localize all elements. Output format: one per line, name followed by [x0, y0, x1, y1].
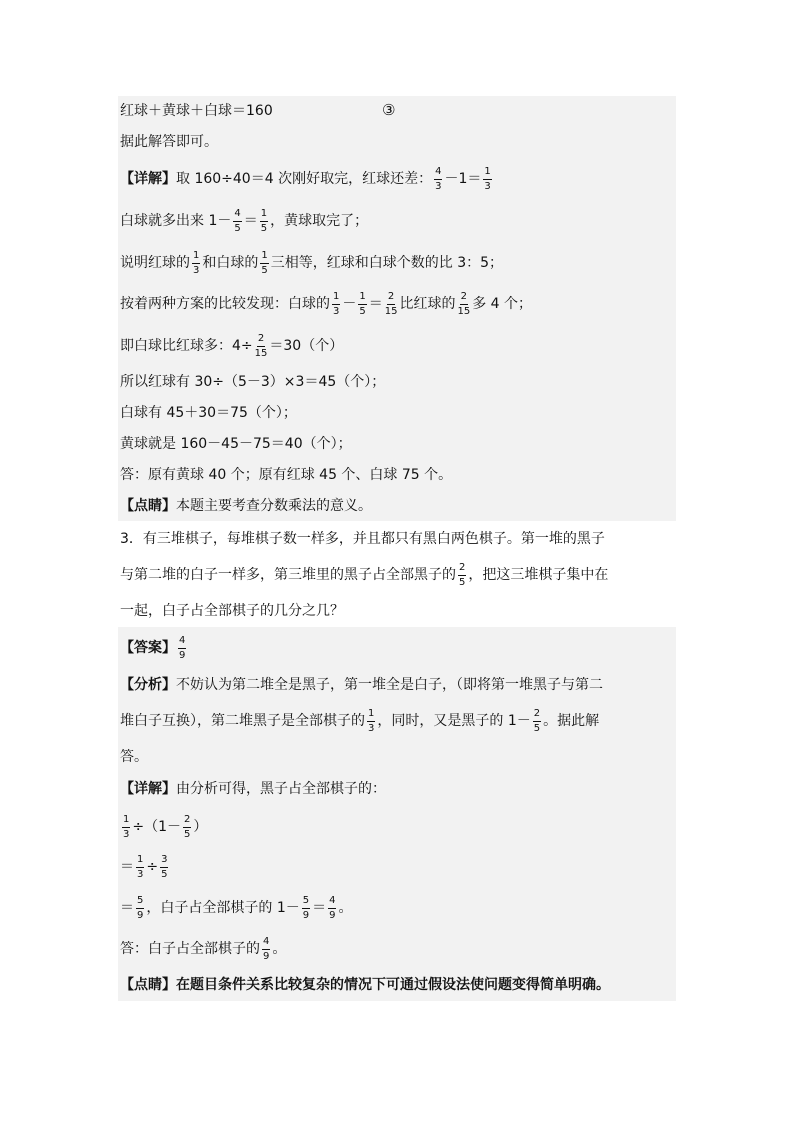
answer-key-line [120, 633, 188, 663]
solution-text: ＝ [312, 900, 327, 916]
detail-text: 三相等，红球和白球个数的比 3：5； [270, 255, 504, 271]
fraction-numerator: 1 [136, 855, 144, 868]
fraction-denominator: 9 [137, 909, 144, 921]
fraction [385, 292, 398, 317]
detail-line-6 [120, 367, 385, 397]
fraction [434, 167, 442, 192]
fraction-denominator: 3 [435, 180, 442, 192]
detail-text: ＝30（个） [269, 338, 344, 354]
detail-text: 和白球的 [202, 255, 259, 271]
detail-line-7 [120, 398, 297, 428]
analysis-line-3 [120, 742, 148, 772]
fraction [260, 209, 268, 234]
solution-text: ＝ [120, 859, 134, 875]
analysis-text: 答。 [120, 749, 148, 765]
analysis-text: ，同时，又是黑子的 1－ [377, 713, 531, 729]
detail-text: 白球有 45＋30＝75（个）； [120, 405, 297, 421]
fraction-denominator: 3 [333, 305, 340, 317]
fraction-numerator: 5 [136, 896, 144, 909]
analysis-text: 。据此解 [543, 713, 600, 729]
fraction-denominator: 15 [254, 347, 268, 359]
fraction-denominator: 15 [384, 305, 398, 317]
fraction-numerator: 4 [262, 937, 270, 950]
fraction-denominator: 9 [329, 909, 336, 921]
fraction [302, 896, 310, 921]
question-line-3 [120, 596, 344, 626]
fraction [367, 709, 375, 734]
analysis-text: 堆白子互换），第二堆黑子是全部棋子的 [120, 713, 365, 729]
fraction-denominator: 5 [260, 222, 268, 234]
detail-line-5 [120, 331, 343, 361]
solution-text: ，白子占全部棋子的 1－ [146, 900, 300, 916]
solution-line-1 [120, 774, 386, 804]
fraction-numerator: 5 [302, 896, 310, 909]
fraction-denominator: 3 [137, 868, 144, 880]
detail-text: ＝ [368, 296, 383, 312]
fraction [192, 251, 200, 276]
fraction-numerator: 2 [183, 815, 191, 828]
solution-text: 。 [338, 900, 353, 916]
fraction [122, 815, 130, 840]
fraction-numerator: 1 [192, 251, 200, 264]
fraction-denominator: 5 [359, 305, 366, 317]
fraction-numerator: 2 [460, 292, 468, 305]
detail-text: 白球就多出来 1－ [120, 213, 232, 229]
fraction-numerator: 1 [260, 209, 268, 222]
comment-tag: 【点睛】 [120, 498, 176, 514]
fraction-denominator: 3 [193, 264, 200, 276]
fraction-numerator: 1 [367, 709, 375, 722]
detail-tag: 【详解】 [120, 171, 176, 187]
fraction-denominator: 9 [179, 649, 186, 661]
detail-line-2 [120, 206, 368, 236]
detail-text: 说明红球的 [120, 255, 190, 271]
solution-line-2 [120, 812, 207, 842]
solution-line-4 [120, 893, 352, 923]
fraction-denominator: 5 [261, 264, 268, 276]
equation-text: 红球＋黄球＋白球＝160 [120, 103, 273, 119]
fraction [255, 334, 268, 359]
solution-text: 由分析可得，黑子占全部棋子的： [176, 781, 386, 797]
final-answer-text: 答：白子占全部棋子的 [120, 941, 260, 957]
fraction [136, 896, 144, 921]
analysis-line-1 [120, 670, 603, 700]
question-text: 3．有三堆棋子，每堆棋子数一样多，并且都只有黑白两色棋子。第一堆的黑子 [120, 531, 605, 547]
solution-line-3 [120, 852, 170, 882]
answer-tag: 【答案】 [120, 640, 176, 656]
fraction [262, 937, 270, 962]
detail-text: 按着两种方案的比较发现：白球的 [120, 296, 330, 312]
fraction-numerator: 1 [260, 251, 268, 264]
fraction [332, 292, 340, 317]
fraction-denominator: 5 [459, 576, 466, 588]
fraction-denominator: 5 [533, 722, 541, 734]
fraction-denominator: 5 [234, 222, 241, 234]
circled-three-marker: ③ [382, 101, 396, 119]
fraction-numerator: 1 [483, 167, 491, 180]
conclusion-line [120, 127, 218, 157]
answer-line [120, 460, 452, 490]
fraction [457, 292, 470, 317]
fraction-numerator: 1 [332, 292, 340, 305]
question-line-2 [120, 560, 608, 590]
question-text: 一起，白子占全部棋子的几分之几？ [120, 603, 344, 619]
fraction [358, 292, 366, 317]
answer-text: 答：原有黄球 40 个；原有红球 45 个、白球 75 个。 [120, 467, 453, 483]
detail-line-3 [120, 248, 503, 278]
comment-tag: 【点睛】 [120, 977, 176, 993]
question-text: ，把这三堆棋子集中在 [468, 567, 609, 583]
fraction-denominator: 9 [302, 909, 310, 921]
solution-text: ÷ [146, 859, 159, 875]
detail-line-1 [120, 164, 494, 194]
detail-text: － [342, 296, 357, 312]
fraction-numerator: 4 [328, 896, 336, 909]
comment-text: 本题主要考查分数乘法的意义。 [176, 498, 372, 514]
fraction-numerator: 4 [233, 209, 241, 222]
fraction [328, 896, 336, 921]
fraction-denominator: 9 [263, 950, 270, 962]
fraction [136, 855, 144, 880]
question-text: 与第二堆的白子一样多，第三堆里的黑子占全部黑子的 [120, 567, 456, 583]
comment-text: 在题目条件关系比较复杂的情况下可通过假设法使问题变得简单明确。 [176, 977, 610, 993]
fraction [178, 636, 186, 661]
analysis-text: 不妨认为第二堆全是黑子，第一堆全是白子，（即将第一堆黑子与第二 [176, 677, 603, 693]
fraction-numerator: 1 [122, 815, 130, 828]
final-answer-text: 。 [272, 941, 287, 957]
detail-text: －1＝ [444, 171, 482, 187]
fraction [483, 167, 491, 192]
fraction [160, 855, 168, 880]
fraction-numerator: 4 [178, 636, 186, 649]
solution-text: ） [193, 819, 208, 835]
fraction [533, 709, 541, 734]
solution-text: ＝ [120, 900, 134, 916]
fraction [233, 209, 241, 234]
detail-text: 比红球的 [399, 296, 456, 312]
detail-text: 多 4 个； [472, 296, 533, 312]
comment-line-2 [120, 970, 610, 1000]
fraction-denominator: 3 [484, 180, 491, 192]
conclusion-text: 据此解答即可。 [120, 134, 218, 150]
detail-text: 取 160÷40＝4 次刚好取完，红球还差： [176, 171, 433, 187]
detail-text: 所以红球有 30÷（5－3）×3＝45（个）； [120, 374, 386, 390]
question-line-1 [120, 524, 605, 554]
fraction-denominator: 5 [184, 828, 191, 840]
solution-tag: 【详解】 [120, 781, 176, 797]
analysis-tag: 【分析】 [120, 677, 176, 693]
detail-text: 即白球比红球多：4÷ [120, 338, 253, 354]
comment-line [120, 491, 372, 521]
fraction [183, 815, 191, 840]
fraction [260, 251, 268, 276]
fraction [458, 563, 466, 588]
fraction-numerator: 3 [160, 855, 168, 868]
fraction-numerator: 4 [434, 167, 442, 180]
fraction-numerator: 2 [458, 563, 466, 576]
detail-line-4 [120, 289, 532, 319]
detail-line-8 [120, 429, 352, 459]
fraction-denominator: 3 [123, 828, 130, 840]
fraction-numerator: 1 [358, 292, 366, 305]
fraction-numerator: 2 [533, 709, 541, 722]
final-answer-line [120, 934, 286, 964]
detail-text: 黄球就是 160－45－75＝40（个）； [120, 436, 352, 452]
fraction-denominator: 15 [457, 305, 471, 317]
fraction-numerator: 2 [387, 292, 395, 305]
fraction-denominator: 5 [161, 868, 168, 880]
analysis-line-2 [120, 706, 599, 736]
fraction-denominator: 3 [368, 722, 375, 734]
fraction-numerator: 2 [257, 334, 265, 347]
detail-text: ，黄球取完了； [270, 213, 369, 229]
solution-text: ÷（1－ [132, 819, 182, 835]
detail-text: ＝ [243, 213, 258, 229]
equation-line [120, 96, 273, 126]
